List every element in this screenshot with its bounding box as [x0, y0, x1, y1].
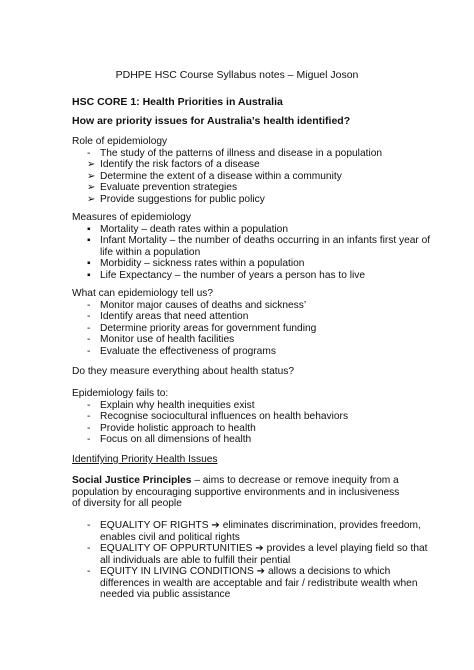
list-item-text: Life Expectancy – the number of years a person has to live [100, 269, 366, 281]
list-item-text: Recognise sociocultural influences on health behaviors [100, 411, 349, 422]
tells-label: What can epidemiology tell us? [72, 288, 214, 299]
list-marker: - [87, 334, 91, 345]
arrow-bullet-icon: ➢ [87, 170, 96, 182]
list-item-text: Focus on all dimensions of health [100, 434, 252, 445]
list-item [72, 270, 412, 282]
measures-label: Measures of epidemiology [72, 212, 191, 223]
list-item-text: Monitor major causes of deaths and sickness’ [100, 299, 307, 311]
list-item-text: Identify the risk factors of a disease [100, 159, 260, 170]
list-item [72, 543, 432, 566]
fails-section [72, 388, 412, 446]
list-item-text: Mortality – death rates within a population [100, 223, 289, 235]
list-item [72, 235, 432, 258]
list-item [72, 194, 412, 206]
social-justice-paragraph [72, 475, 402, 510]
list-item [72, 323, 412, 335]
list-marker: - [87, 322, 91, 334]
list-item [72, 171, 412, 183]
tells-list [72, 300, 412, 358]
list-item [72, 258, 412, 270]
arrow-bullet-icon: ➢ [87, 182, 96, 193]
list-item-text: Morbidity – sickness rates within a population [100, 258, 305, 269]
list-item-text: Provide holistic approach to health [100, 422, 256, 434]
list-item-text: Monitor use of health facilities [100, 334, 235, 345]
list-marker: - [87, 422, 91, 434]
social-justice-term: Social Justice Principles [72, 475, 192, 486]
list-marker: - [87, 147, 91, 159]
question-heading: How are priority issues for Australia’s health identified? [72, 115, 351, 127]
arrow-bullet-icon: ➢ [87, 193, 96, 205]
list-item [72, 148, 412, 160]
list-item [72, 434, 412, 446]
square-bullet-icon: ▪ [87, 235, 91, 246]
list-marker: - [87, 411, 91, 422]
role-label: Role of epidemiology [72, 136, 168, 147]
document-title: PDHPE HSC Course Syllabus notes – Miguel Joson [115, 69, 359, 81]
list-item [72, 411, 412, 423]
list-item-text: Evaluate the effectiveness of programs [100, 345, 276, 357]
list-item-text: EQUALITY OF OPPURTUNITIES ➔ provides a level playing field so that all individuals are able to fulfill their pential [100, 543, 428, 566]
measures-section [72, 212, 431, 281]
role-list [72, 148, 412, 206]
measures-list [72, 223, 431, 282]
list-item [72, 520, 432, 543]
list-item-text: Infant Mortality – the number of deaths occurring in an infants first year of life within a population [100, 235, 431, 258]
list-marker: - [87, 543, 91, 554]
list-item [72, 182, 412, 194]
list-item-text: Determine priority areas for government funding [100, 322, 317, 334]
list-item [72, 346, 412, 358]
list-marker: - [87, 520, 91, 531]
list-item [72, 423, 412, 435]
identifying-heading: Identifying Priority Health Issues [72, 454, 218, 465]
list-item-text: Evaluate prevention strategies [100, 182, 238, 193]
square-bullet-icon: ▪ [87, 269, 91, 281]
list-item [72, 400, 412, 412]
fails-label: Epidemiology fails to: [72, 388, 169, 399]
measure-question: Do they measure everything about health status? [72, 366, 294, 377]
square-bullet-icon: ▪ [87, 258, 91, 269]
list-item-text: Determine the extent of a disease within a community [100, 170, 342, 182]
list-marker: - [87, 311, 91, 322]
list-item [72, 566, 432, 601]
role-section [72, 136, 412, 205]
list-marker: - [87, 566, 91, 577]
list-marker: - [87, 299, 91, 311]
list-marker: - [87, 434, 91, 445]
list-item-text: Identify areas that need attention [100, 311, 249, 322]
fails-list [72, 400, 412, 446]
social-justice-definition: – aims to decrease or remove inequity from a population by encouraging supportive environments and in inclusiveness of diversity for all people [72, 475, 400, 509]
square-bullet-icon: ▪ [87, 223, 91, 235]
principles-section [72, 520, 428, 601]
list-marker: - [87, 345, 91, 357]
arrow-bullet-icon: ➢ [87, 159, 96, 170]
list-item [72, 159, 412, 171]
list-marker: - [87, 399, 91, 411]
core-heading: HSC CORE 1: Health Priorities in Australia [72, 96, 283, 108]
list-item [72, 224, 412, 236]
list-item [72, 334, 412, 346]
list-item-text: Explain why health inequities exist [100, 399, 255, 411]
list-item-text: EQUITY IN LIVING CONDITIONS ➔ allows a decisions to which differences in wealth are acceptable and fair / redistribute wealth when needed via public assistance [100, 566, 418, 600]
list-item-text: The study of the patterns of illness and disease in a population [100, 147, 383, 159]
list-item-text: EQUALITY OF RIGHTS ➔ eliminates discrimination, provides freedom, enables civil and political rights [100, 520, 421, 543]
principles-list [72, 520, 428, 601]
list-item [72, 300, 412, 312]
list-item [72, 311, 412, 323]
tells-section [72, 288, 412, 357]
list-item-text: Provide suggestions for public policy [100, 193, 265, 205]
